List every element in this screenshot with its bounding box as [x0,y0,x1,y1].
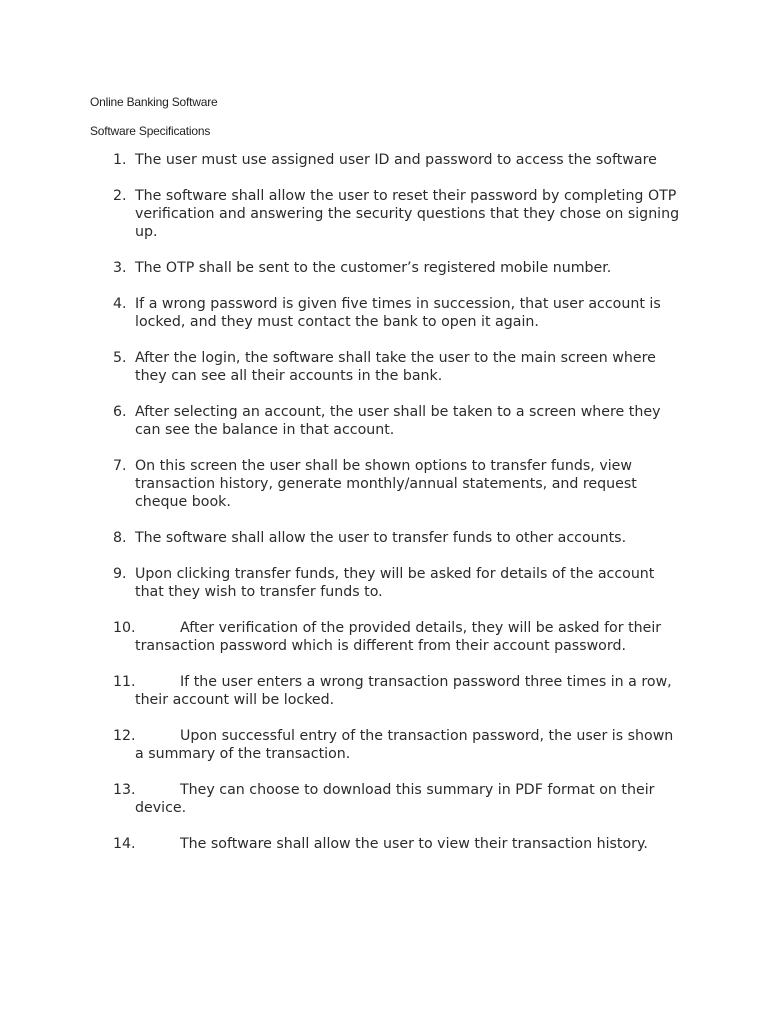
list-item-number: 9. [113,566,127,582]
document-subtitle: Software Specifications [90,124,211,138]
list-item-number: 10. [113,620,136,636]
list-item-number: 4. [113,296,127,312]
list-item [0,295,768,331]
list-item-text: If the user enters a wrong transaction password three times in a row, their account will be locked. [135,674,672,708]
list-item [0,403,768,439]
list-item-number: 14. [113,836,136,852]
list-item-number: 7. [113,458,127,474]
list-item-number: 13. [113,782,136,798]
list-item [0,259,768,277]
list-item-text: The software shall allow the user to reset their password by completing OTP verification and answering the security questions that they chose on signing up. [135,188,680,240]
list-item-text: The user must use assigned user ID and password to access the software [135,152,657,168]
list-item-text: On this screen the user shall be shown options to transfer funds, view transaction history, generate monthly/annual statements, and request cheque book. [135,458,637,510]
list-item-text: Upon clicking transfer funds, they will be asked for details of the account that they wish to transfer funds to. [135,566,655,600]
list-item [0,781,768,817]
list-item [0,835,768,853]
list-item-text: After verification of the provided details, they will be asked for their transaction password which is different from their account password. [135,620,662,654]
list-item [0,619,768,655]
list-item-number: 5. [113,350,127,366]
list-item [0,349,768,385]
list-item-text: After selecting an account, the user shall be taken to a screen where they can see the balance in that account. [135,404,661,438]
list-item-text: They can choose to download this summary in PDF format on their device. [135,782,655,816]
list-item [0,529,768,547]
list-item-number: 3. [113,260,127,276]
list-item [0,457,768,511]
list-item-text: Upon successful entry of the transaction password, the user is shown a summary of the transaction. [135,728,674,762]
list-item-text: The software shall allow the user to view their transaction history. [180,836,648,852]
list-item [0,727,768,763]
list-item-number: 11. [113,674,136,690]
list-item-text: The OTP shall be sent to the customer’s registered mobile number. [135,260,612,276]
list-item-text: After the login, the software shall take the user to the main screen where they can see all their accounts in the bank. [135,350,656,384]
specification-list [0,151,768,871]
list-item [0,151,768,169]
list-item-number: 6. [113,404,127,420]
list-item [0,565,768,601]
list-item-text: The software shall allow the user to transfer funds to other accounts. [135,530,627,546]
list-item-number: 2. [113,188,127,204]
list-item [0,187,768,241]
list-item-text: If a wrong password is given five times in succession, that user account is locked, and they must contact the bank to open it again. [135,296,661,330]
list-item-number: 12. [113,728,136,744]
list-item-number: 1. [113,152,127,168]
document-title: Online Banking Software [90,95,218,109]
list-item [0,673,768,709]
list-item-number: 8. [113,530,127,546]
